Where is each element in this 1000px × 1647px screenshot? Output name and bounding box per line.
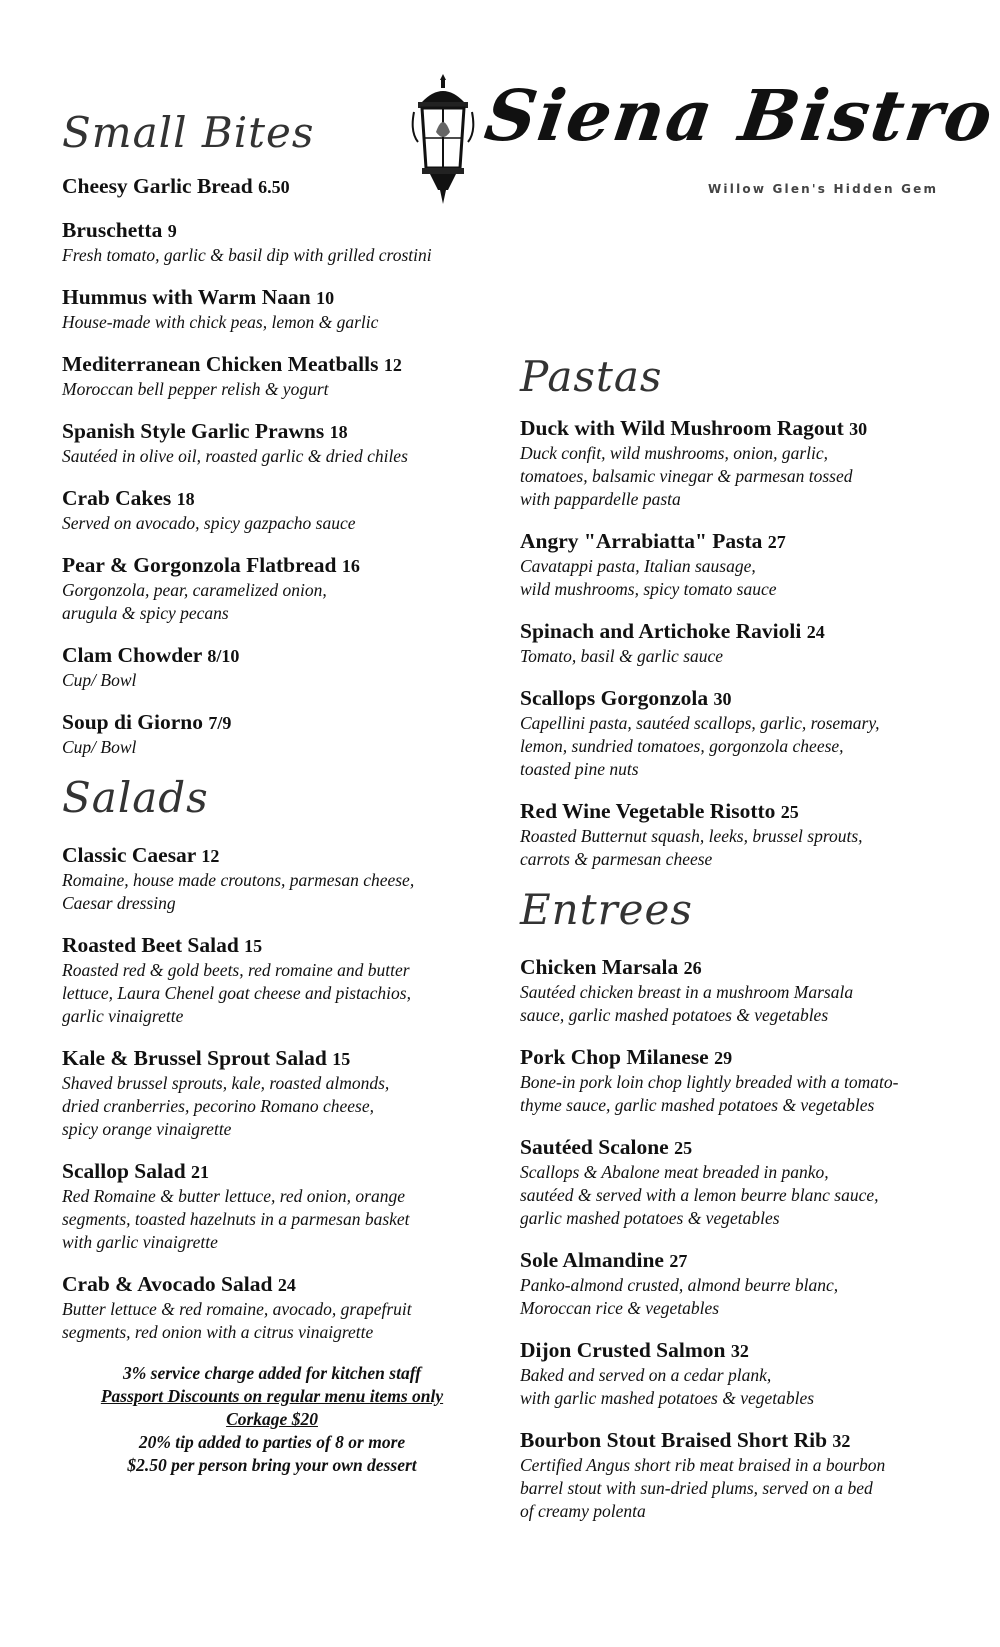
brand-name: Siena Bistro bbox=[480, 74, 1000, 157]
section-title-small-bites: Small Bites bbox=[62, 108, 315, 157]
menu-item-name: Sautéed Scalone bbox=[520, 1135, 669, 1159]
menu-item bbox=[62, 285, 482, 334]
pastas-list bbox=[520, 416, 960, 871]
section-title-entrees: Entrees bbox=[520, 885, 693, 934]
menu-item-name: Bourbon Stout Braised Short Rib bbox=[520, 1428, 828, 1452]
menu-item-description: Shaved brussel sprouts, kale, roasted almonds, dried cranberries, pecorino Romano cheese, spicy orange vinaigrette bbox=[62, 1073, 390, 1139]
menu-item-name-line bbox=[62, 843, 482, 869]
menu-item-price: 30 bbox=[713, 689, 732, 709]
menu-item-price: 15 bbox=[244, 936, 263, 956]
menu-item bbox=[520, 619, 960, 668]
menu-item-price: 15 bbox=[332, 1049, 351, 1069]
menu-item-name: Bruschetta bbox=[62, 218, 163, 242]
menu-item-price: 30 bbox=[849, 419, 868, 439]
menu-item-price: 25 bbox=[780, 802, 799, 822]
menu-item-price: 27 bbox=[767, 532, 786, 552]
menu-item-description: Cavatappi pasta, Italian sausage, wild mushrooms, spicy tomato sauce bbox=[520, 556, 777, 599]
menu-item-name-line bbox=[62, 553, 482, 579]
menu-item-description: Tomato, basil & garlic sauce bbox=[520, 646, 724, 666]
tip-note: 20% tip added to parties of 8 or more bbox=[138, 1432, 406, 1452]
menu-item-price: 24 bbox=[277, 1275, 296, 1295]
menu-item bbox=[62, 218, 482, 267]
section-title-salads: Salads bbox=[62, 773, 209, 822]
menu-item bbox=[62, 174, 482, 200]
menu-item-name: Spinach and Artichoke Ravioli bbox=[520, 619, 802, 643]
menu-item-name-line bbox=[62, 218, 482, 244]
menu-item-price: 21 bbox=[191, 1162, 210, 1182]
menu-item-name: Crab Cakes bbox=[62, 486, 172, 510]
menu-item-name-line bbox=[520, 1338, 960, 1364]
menu-item-price: 24 bbox=[806, 622, 825, 642]
menu-item-description: Fresh tomato, garlic & basil dip with grilled crostini bbox=[62, 245, 432, 265]
menu-item-name-line bbox=[520, 799, 960, 825]
service-charge-note: 3% service charge added for kitchen staff bbox=[122, 1363, 422, 1383]
menu-item-description: House-made with chick peas, lemon & garlic bbox=[62, 312, 379, 332]
menu-item-name-line bbox=[62, 643, 482, 669]
menu-item-name-line bbox=[62, 933, 482, 959]
menu-item-description: Bone-in pork loin chop lightly breaded with a tomato- thyme sauce, garlic mashed potatoes & vegetables bbox=[520, 1072, 899, 1115]
menu-item-name: Angry "Arrabiatta" Pasta bbox=[520, 529, 763, 553]
menu-item-description: Panko-almond crusted, almond beurre blanc, Moroccan rice & vegetables bbox=[520, 1275, 839, 1318]
salads-list bbox=[62, 843, 482, 1344]
menu-item bbox=[520, 799, 960, 871]
menu-item-price: 6.50 bbox=[258, 177, 290, 197]
menu-item-name-line bbox=[62, 1046, 482, 1072]
menu-item-name: Pork Chop Milanese bbox=[520, 1045, 709, 1069]
dessert-note: $2.50 per person bring your own dessert bbox=[127, 1455, 417, 1475]
menu-item-price: 12 bbox=[201, 846, 220, 866]
menu-item-description: Roasted red & gold beets, red romaine and butter lettuce, Laura Chenel goat cheese and pistachios, garlic vinaigrette bbox=[62, 960, 411, 1026]
menu-item-name-line bbox=[520, 955, 960, 981]
menu-item-name-line bbox=[62, 1272, 482, 1298]
menu-item-price: 9 bbox=[167, 221, 177, 241]
section-title-pastas: Pastas bbox=[520, 352, 663, 401]
menu-item-name-line bbox=[520, 686, 960, 712]
menu-item-name-line bbox=[62, 419, 482, 445]
menu-item bbox=[520, 1135, 960, 1230]
menu-item bbox=[62, 352, 482, 401]
menu-item-description: Butter lettuce & red romaine, avocado, grapefruit segments, red onion with a citrus vinaigrette bbox=[62, 1299, 412, 1342]
menu-item-name: Dijon Crusted Salmon bbox=[520, 1338, 726, 1362]
menu-item-name-line bbox=[62, 174, 482, 200]
menu-item-price: 8/10 bbox=[207, 646, 240, 666]
menu-item bbox=[62, 643, 482, 692]
menu-item bbox=[62, 1272, 482, 1344]
menu-item-price: 25 bbox=[674, 1138, 693, 1158]
menu-item-description: Roasted Butternut squash, leeks, brussel sprouts, carrots & parmesan cheese bbox=[520, 826, 863, 869]
menu-item bbox=[62, 710, 482, 759]
menu-item-price: 18 bbox=[329, 422, 348, 442]
menu-item bbox=[520, 1338, 960, 1410]
menu-item-name: Duck with Wild Mushroom Ragout bbox=[520, 416, 844, 440]
menu-item-name-line bbox=[520, 416, 960, 442]
menu-item bbox=[520, 529, 960, 601]
menu-item-price: 7/9 bbox=[208, 713, 232, 733]
menu-item-name: Spanish Style Garlic Prawns bbox=[62, 419, 325, 443]
menu-item-name: Roasted Beet Salad bbox=[62, 933, 239, 957]
menu-item bbox=[62, 486, 482, 535]
menu-item-name: Chicken Marsala bbox=[520, 955, 679, 979]
menu-item-price: 29 bbox=[714, 1048, 733, 1068]
menu-item-name-line bbox=[520, 1135, 960, 1161]
menu-item-name-line bbox=[520, 1248, 960, 1274]
menu-item-description: Capellini pasta, sautéed scallops, garlic, rosemary, lemon, sundried tomatoes, gorgonzola cheese, toasted pine nuts bbox=[520, 713, 880, 779]
menu-item-name: Kale & Brussel Sprout Salad bbox=[62, 1046, 327, 1070]
menu-item-name-line bbox=[62, 1159, 482, 1185]
small-bites-list bbox=[62, 174, 482, 759]
menu-item bbox=[520, 955, 960, 1027]
menu-item-price: 10 bbox=[316, 288, 335, 308]
menu-item-name: Clam Chowder bbox=[62, 643, 202, 667]
menu-item-price: 12 bbox=[383, 355, 402, 375]
menu-item-name: Hummus with Warm Naan bbox=[62, 285, 311, 309]
menu-item bbox=[62, 553, 482, 625]
menu-item-description: Gorgonzola, pear, caramelized onion, arugula & spicy pecans bbox=[62, 580, 327, 623]
menu-item-name: Soup di Giorno bbox=[62, 710, 203, 734]
menu-item bbox=[520, 1248, 960, 1320]
menu-item-name: Sole Almandine bbox=[520, 1248, 664, 1272]
left-column bbox=[62, 108, 482, 1477]
passport-note: Passport Discounts on regular menu items only bbox=[100, 1386, 444, 1406]
menu-item-name-line bbox=[62, 285, 482, 311]
menu-item-name-line bbox=[62, 486, 482, 512]
menu-item bbox=[62, 1159, 482, 1254]
menu-item-description: Sautéed chicken breast in a mushroom Marsala sauce, garlic mashed potatoes & vegetables bbox=[520, 982, 854, 1025]
menu-item-name: Red Wine Vegetable Risotto bbox=[520, 799, 776, 823]
menu-item-price: 26 bbox=[683, 958, 702, 978]
menu-item-price: 32 bbox=[832, 1431, 851, 1451]
menu-item-description: Moroccan bell pepper relish & yogurt bbox=[62, 379, 329, 399]
menu-item-description: Baked and served on a cedar plank, with garlic mashed potatoes & vegetables bbox=[520, 1365, 815, 1408]
menu-item-name-line bbox=[520, 619, 960, 645]
corkage-note: Corkage $20 bbox=[226, 1409, 318, 1429]
menu-item-description: Romaine, house made croutons, parmesan cheese, Caesar dressing bbox=[62, 870, 415, 913]
menu-item-name-line bbox=[520, 1428, 960, 1454]
menu-item-name: Crab & Avocado Salad bbox=[62, 1272, 273, 1296]
siena-bistro-logo bbox=[408, 72, 1000, 212]
menu-item bbox=[520, 1045, 960, 1117]
menu-item-name-line bbox=[62, 352, 482, 378]
menu-item bbox=[62, 1046, 482, 1141]
menu-item-name-line bbox=[520, 1045, 960, 1071]
menu-item-name: Mediterranean Chicken Meatballs bbox=[62, 352, 379, 376]
menu-item-description: Sautéed in olive oil, roasted garlic & dried chiles bbox=[62, 446, 408, 466]
menu-item bbox=[520, 1428, 960, 1523]
menu-item-name: Cheesy Garlic Bread bbox=[62, 174, 253, 198]
menu-item-description: Cup/ Bowl bbox=[62, 737, 137, 757]
menu-item-price: 18 bbox=[176, 489, 195, 509]
menu-item-name: Scallops Gorgonzola bbox=[520, 686, 709, 710]
menu-notes bbox=[62, 1362, 482, 1477]
menu-item-name-line bbox=[520, 529, 960, 555]
menu-item bbox=[520, 416, 960, 511]
menu-item-description: Served on avocado, spicy gazpacho sauce bbox=[62, 513, 356, 533]
menu-item-description: Duck confit, wild mushrooms, onion, garlic, tomatoes, balsamic vinegar & parmesan tossed with pappardelle pasta bbox=[520, 443, 853, 509]
menu-item-description: Certified Angus short rib meat braised in a bourbon barrel stout with sun-dried plums, served on a bed of creamy polenta bbox=[520, 1455, 886, 1521]
menu-item-name: Pear & Gorgonzola Flatbread bbox=[62, 553, 337, 577]
menu-item bbox=[520, 686, 960, 781]
right-column bbox=[520, 352, 960, 1541]
menu-item-description: Scallops & Abalone meat breaded in panko, sautéed & served with a lemon beurre blanc sauce, garlic mashed potatoes & vegetables bbox=[520, 1162, 879, 1228]
menu-item-description: Cup/ Bowl bbox=[62, 670, 137, 690]
menu-item-price: 32 bbox=[730, 1341, 749, 1361]
brand-tagline: Willow Glen's Hidden Gem bbox=[708, 182, 939, 196]
menu-item-name: Scallop Salad bbox=[62, 1159, 186, 1183]
menu-item-description: Red Romaine & butter lettuce, red onion, orange segments, toasted hazelnuts in a parmesan basket with garlic vinaigrette bbox=[62, 1186, 410, 1252]
menu-item bbox=[62, 933, 482, 1028]
menu-item bbox=[62, 419, 482, 468]
menu-item-price: 27 bbox=[669, 1251, 688, 1271]
menu-item-price: 16 bbox=[341, 556, 360, 576]
menu-item-name: Classic Caesar bbox=[62, 843, 196, 867]
menu-item-name-line bbox=[62, 710, 482, 736]
menu-item bbox=[62, 843, 482, 915]
entrees-list bbox=[520, 955, 960, 1523]
